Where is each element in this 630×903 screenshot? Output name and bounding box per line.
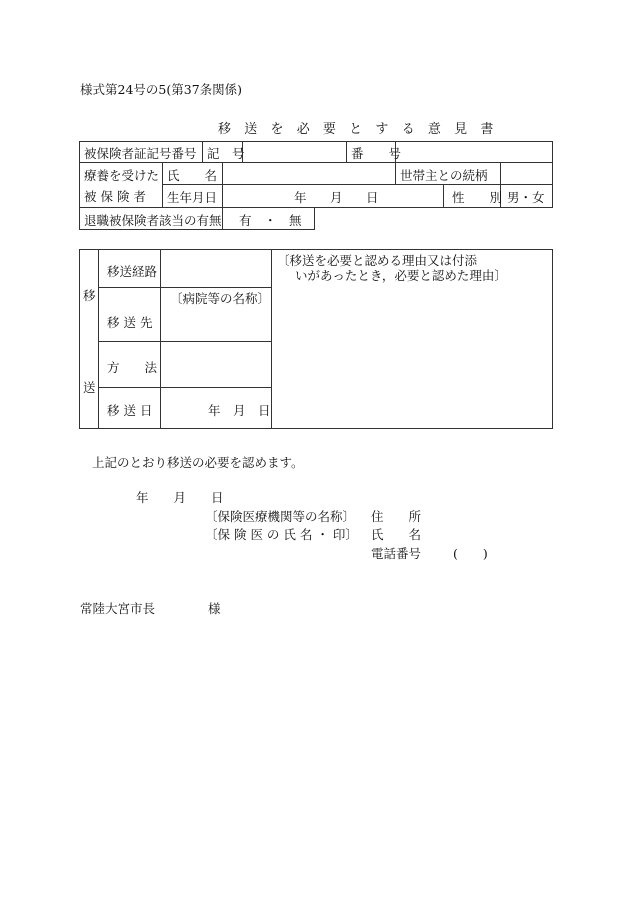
- destination-label: 移 送 先: [107, 315, 153, 330]
- doctor-label: 〔保 険 医 の 氏 名 ・ 印〕: [205, 527, 358, 542]
- sex-value[interactable]: 男・女: [507, 190, 545, 205]
- birth-month: 月: [330, 190, 343, 205]
- transport-side-label-top: 移: [83, 288, 96, 303]
- kigou-label: 記 号: [207, 146, 245, 161]
- relation-value-cell[interactable]: [502, 164, 551, 183]
- bangou-label: 番 号: [351, 146, 402, 161]
- hospital-name-label: 〔病院等の名称〕: [170, 291, 271, 306]
- bangou-value-cell[interactable]: [397, 143, 551, 161]
- birthdate-label: 生年月日: [167, 190, 218, 205]
- statement: 上記のとおり移送の必要を認めます。: [92, 455, 304, 470]
- transport-side-label-bottom: 送: [83, 380, 96, 395]
- document-title: 移 送 を 必 要 と す る 意 見 書: [218, 122, 498, 137]
- signature-date[interactable]: 年 月 日: [136, 490, 224, 505]
- route-label: 移送経路: [107, 264, 158, 279]
- sex-label: 性 別: [452, 190, 503, 205]
- cert-number-label: 被保険者証記号番号: [84, 146, 197, 161]
- retired-label: 退職被保険者該当の有無: [84, 213, 222, 228]
- transport-date-value[interactable]: 年 月 日: [208, 403, 271, 418]
- route-value-cell[interactable]: [162, 251, 270, 286]
- honorific: 様: [208, 601, 221, 616]
- kigou-value-cell[interactable]: [244, 143, 344, 161]
- address-label: 住 所: [371, 509, 422, 524]
- reason-value-cell[interactable]: [274, 284, 550, 426]
- phone-label: 電話番号: [371, 546, 422, 561]
- relation-label: 世帯主との続柄: [400, 168, 488, 183]
- name-value-cell[interactable]: [224, 164, 394, 183]
- method-value-cell[interactable]: [162, 343, 270, 386]
- form-number: 様式第24号の5(第37条関係): [80, 82, 243, 97]
- name-label: 氏 名: [167, 168, 218, 183]
- birth-day: 日: [366, 190, 379, 205]
- phone-paren[interactable]: ( ): [453, 546, 488, 561]
- addressee: 常陸大宮市長: [80, 601, 156, 616]
- transport-date-label: 移 送 日: [107, 403, 153, 418]
- destination-value-cell[interactable]: [162, 305, 270, 340]
- method-label: 方 法: [107, 360, 158, 375]
- insured-label-line1: 療養を受けた: [84, 168, 160, 183]
- institution-label: 〔保険医療機関等の名称〕: [205, 509, 356, 524]
- reason-heading-line2: いがあったとき，必要と認めた理由〕: [295, 268, 507, 283]
- birth-year: 年: [294, 190, 307, 205]
- insured-label-line2: 被 保 険 者: [84, 189, 146, 204]
- retired-value[interactable]: 有 ・ 無: [239, 213, 302, 228]
- doctor-name-label: 氏 名: [371, 527, 422, 542]
- reason-heading-line1: 〔移送を必要と認める理由又は付添: [277, 253, 478, 268]
